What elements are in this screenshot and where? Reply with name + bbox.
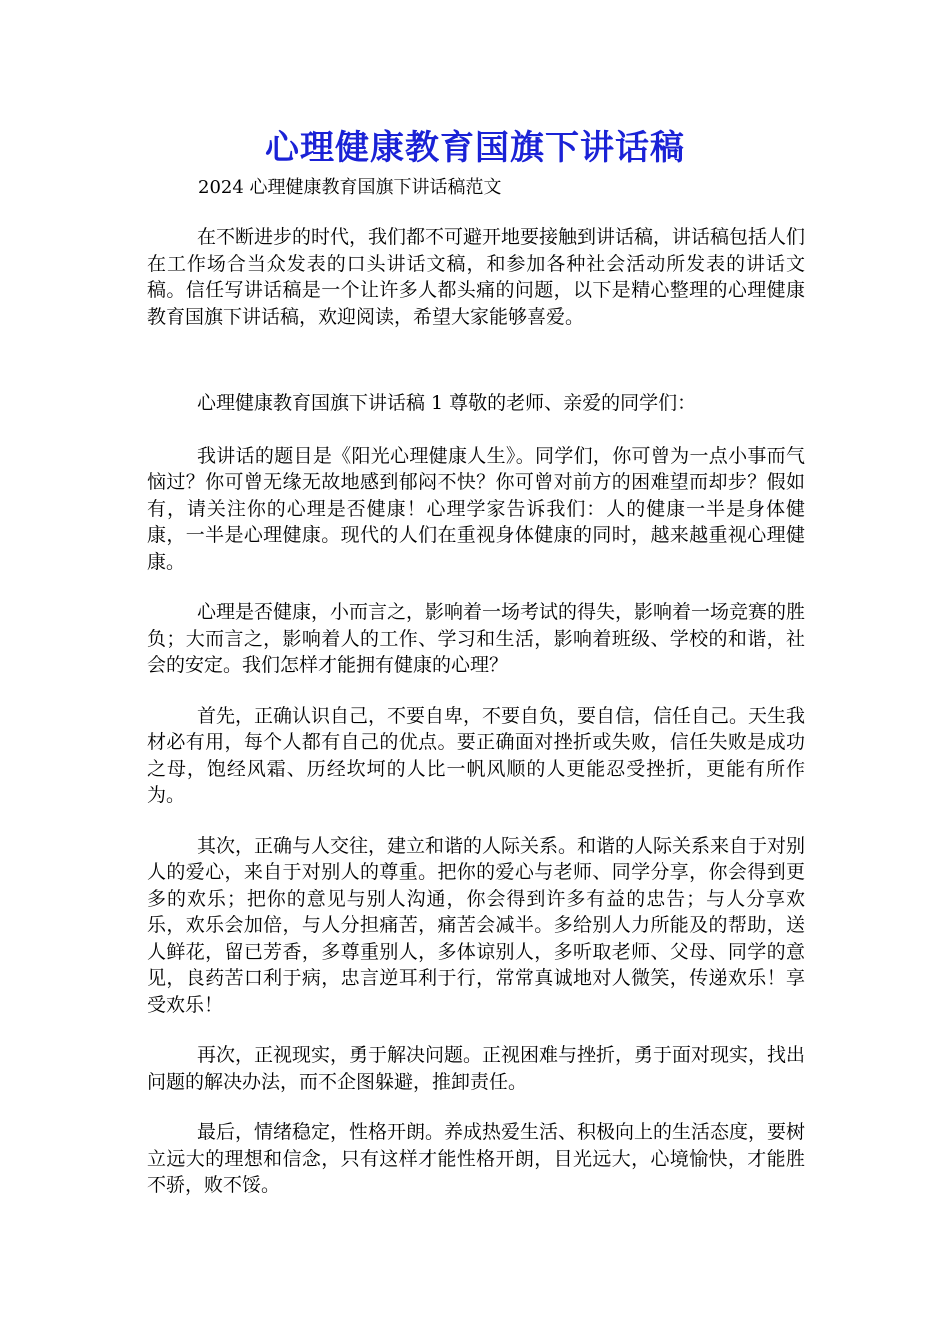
document-subtitle: 2024 心理健康教育国旗下讲话稿范文 [198,177,502,198]
body-paragraph: 首先，正确认识自己，不要自卑，不要自负，要自信，信任自己。天生我材必有用，每个人都有自己的优点。要正确面对挫折或失败，信任失败是成功之母，饱经风霜、历经坎坷的人比一帆风顺的人更能忍受挫折，更能有所作为。 [147,704,806,806]
body-paragraph: 再次，正视现实，勇于解决问题。正视困难与挫折，勇于面对现实，找出问题的解决办法，而不企图躲避，推卸责任。 [147,1044,806,1093]
body-paragraph: 最后，情绪稳定，性格开朗。养成热爱生活、积极向上的生活态度，要树立远大的理想和信念，只有这样才能性格开朗，目光远大，心境愉快，才能胜不骄，败不馁。 [147,1121,806,1196]
body-paragraph: 我讲话的题目是《阳光心理健康人生》。同学们，你可曾为一点小事而气恼过？你可曾无缘无故地感到郁闷不快？你可曾对前方的困难望而却步？假如有，请关注你的心理是否健康！心理学家告诉我们：人的健康一半是身体健康，一半是心理健康。现代的人们在重视身体健康的同时，越来越重视心理健康。 [147,444,805,573]
document-title: 心理健康教育国旗下讲话稿 [265,128,685,168]
body-paragraph: 心理是否健康，小而言之，影响着一场考试的得失，影响着一场竞赛的胜负；大而言之，影响着人的工作、学习和生活，影响着班级、学校的和谐，社会的安定。我们怎样才能拥有健康的心理？ [147,601,806,676]
intro-paragraph: 在不断进步的时代，我们都不可避开地要接触到讲话稿，讲话稿包括人们在工作场合当众发表的口头讲话文稿，和参加各种社会活动所发表的讲话文稿。信任写讲话稿是一个让许多人都头痛的问题，以下是精心整理的心理健康教育国旗下讲话稿，欢迎阅读，希望大家能够喜爱。 [147,226,806,328]
document-body [147,224,805,1223]
speech-heading-paragraph: 心理健康教育国旗下讲话稿 1 尊敬的老师、亲爱的同学们： [197,392,697,414]
body-paragraph: 其次，正确与人交往，建立和谐的人际关系。和谐的人际关系来自于对别人的爱心，来自于对别人的尊重。把你的爱心与老师、同学分享，你会得到更多的欢乐；把你的意见与别人沟通，你会得到许多有益的忠告；与人分享欢乐，欢乐会加倍，与人分担痛苦，痛苦会减半。多给别人力所能及的帮助，送人鲜花，留已芳香，多尊重别人，多体谅别人，多听取老师、父母、同学的意见，良药苦口利于病，忠言逆耳利于行，常常真诚地对人微笑，传递欢乐！享受欢乐！ [147,834,806,1016]
